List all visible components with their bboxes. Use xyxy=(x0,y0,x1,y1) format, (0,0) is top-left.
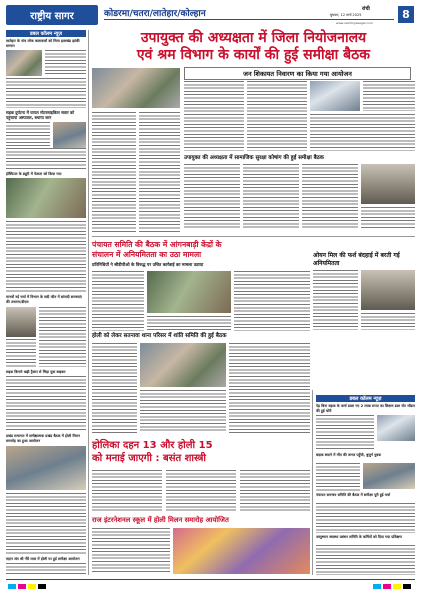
fire-text2 xyxy=(361,313,415,330)
lead-text-col2 xyxy=(139,112,180,234)
left-story4-photo xyxy=(6,307,36,337)
holika-text-col2 xyxy=(166,470,236,512)
masthead-rule xyxy=(104,19,394,20)
left-story4-text2 xyxy=(6,339,36,367)
masthead xyxy=(6,5,415,27)
right-section-label xyxy=(316,395,415,402)
left-section-label xyxy=(6,30,86,37)
fire-story xyxy=(313,240,415,390)
right-column xyxy=(316,395,415,575)
holi-peace-text-col2 xyxy=(140,390,226,433)
anganwadi-text-col3 xyxy=(234,271,310,331)
holi-peace-text-col1 xyxy=(92,343,137,433)
color-mark-black xyxy=(38,584,46,589)
left-story7-headline: महान संत श्री गौरे लाल में होली पर हुई समीक्षा आयोजन xyxy=(6,557,80,561)
left-story2-headline: सड़क दुर्घटना में घायल मोटरसाइकिल सवार को पहुंचाया अस्पताल, बचाया जान xyxy=(6,110,75,120)
left-column xyxy=(6,30,86,575)
paper-name: राष्ट्रीय सागर xyxy=(30,11,74,22)
holi-peace-photo xyxy=(140,343,226,387)
fire-headline: ओयन मिल की फर्श बंदहाई में बरती गई अनियमितता xyxy=(313,252,400,267)
safety-meeting-headline: उपायुक्त की अध्यक्षता में सामाजिक सुरक्षा कोषांग की हुई समीक्षा बैठक xyxy=(184,155,324,161)
anganwadi-subheadline: प्रतिनिधियों ने सीडीपीओ के विरुद्ध पर उचित कार्रवाई का मामला उठाया xyxy=(92,263,204,268)
holi-peace-headline: होली को लेकर सतनावा थाना परिसर में शांति समिति की हुई बैठक xyxy=(92,333,227,339)
color-mark-magenta xyxy=(18,584,26,589)
left-story7-text xyxy=(6,563,86,575)
left-story2-text2 xyxy=(6,148,86,170)
right-story2-photo xyxy=(363,463,415,489)
holi-peace-text-col3 xyxy=(229,343,310,433)
left-section-label-text: डबल कॉलम न्यूज़ xyxy=(29,30,62,37)
lead-bottom-rule xyxy=(92,236,415,237)
right-story4-headline: आयुष्मान स्वास्थ्य प्रबंधन समिति के कर्मियों को दिया गया प्रशिक्षण xyxy=(316,535,402,539)
right-story1-headline: पेड़ बिना सड़क के फर्मा डाला गए 2 लाख रूपए का शिक्षण ढाल नोट मॉडल की हुई चोरी xyxy=(316,404,415,413)
website-label: www.rashtriyasagar.com xyxy=(336,21,373,25)
color-mark-cyan-r xyxy=(373,584,381,589)
school-holi-text xyxy=(92,528,170,574)
date-label: बुधवार, 12 मार्च 2025 xyxy=(330,13,362,17)
left-story1-photo xyxy=(6,50,42,76)
holi-peace-story xyxy=(92,333,310,433)
anganwadi-text-col1 xyxy=(92,271,144,331)
lead-story xyxy=(92,30,415,240)
lead-side-text2 xyxy=(247,81,307,151)
safety-text-col3 xyxy=(302,164,358,228)
left-story4-text xyxy=(39,307,86,367)
school-holi-photo xyxy=(173,528,310,574)
left-story4-headline: मानवों नई चर्चा में विभाग के सदी जीत में सांसदी समस्याएं की उजागर/डीएस xyxy=(6,295,82,304)
lead-headline-line2: एवं श्रम विभाग के कार्यों की हुई समीक्षा बैठक xyxy=(136,47,371,63)
school-holi-story xyxy=(92,516,310,576)
anganwadi-headline-line1: पंचायत समिति की बैठक में आंगनबाड़ी केंद्रों के xyxy=(92,240,222,249)
color-mark-black-r xyxy=(403,584,411,589)
color-marks-left xyxy=(8,584,48,589)
lead-headline-line1: उपायुक्त की अध्यक्षता में जिला नियोजनालय xyxy=(140,30,367,46)
left-story5-headline: सड़क किनारे खड़ी ट्रैक्टर से भिड़ा युवा बाइकर xyxy=(6,370,66,374)
edition-title: कोडरमा/चतरा/लातेहार/कोल्हान xyxy=(104,8,206,19)
color-mark-cyan xyxy=(8,584,16,589)
anganwadi-text-col2 xyxy=(147,316,231,331)
safety-text-col2 xyxy=(243,164,299,228)
lead-text-col1 xyxy=(92,112,136,234)
holika-story xyxy=(92,440,310,510)
left-story3-headline: हॉस्पिटल के ड्यूटी में फेलता को किया गया xyxy=(6,172,62,176)
fire-photo xyxy=(361,270,415,310)
safety-text-col1 xyxy=(184,164,240,228)
paper-logo xyxy=(6,5,98,25)
left-story1-text xyxy=(45,50,86,76)
holika-text-col3 xyxy=(240,470,310,512)
left-story3-photo xyxy=(6,178,86,218)
right-story1-photo xyxy=(377,415,415,441)
footer-rule xyxy=(6,579,415,580)
safety-photo xyxy=(361,164,415,204)
lead-photo xyxy=(92,68,180,108)
left-story6-text xyxy=(6,493,86,555)
left-story3-text xyxy=(6,221,86,293)
holika-text-col1 xyxy=(92,470,162,512)
right-story1-text xyxy=(316,415,374,451)
lead-side-text1 xyxy=(184,81,244,151)
fire-text xyxy=(313,270,358,330)
color-mark-magenta-r xyxy=(383,584,391,589)
right-column-divider xyxy=(312,390,313,575)
lead-side-text4 xyxy=(310,114,415,151)
lead-side-headline-box xyxy=(184,67,411,80)
lead-side-photo xyxy=(310,81,360,111)
color-marks-right xyxy=(373,584,413,589)
page-number-badge xyxy=(398,6,414,23)
page-number: 8 xyxy=(402,8,410,21)
left-story6-photo xyxy=(6,446,86,490)
left-column-divider xyxy=(88,30,89,575)
right-section-label-text: डबल कॉलम न्यूज़ xyxy=(349,395,382,402)
city-label: रांची xyxy=(362,6,370,12)
safety-text-col4 xyxy=(361,207,415,228)
school-holi-headline: राज इंटरनेशनल स्कूल में होली मिलन समारोह आयोजित xyxy=(92,516,229,524)
right-story3-headline: पंचायत समन्वय समिति की बैठक में समीक्षा पूरी हुई चर्चा xyxy=(316,493,391,497)
holika-headline-line2: को मनाई जाएगी : बसंत शास्त्री xyxy=(92,453,207,464)
right-story4-text xyxy=(316,545,415,575)
anganwadi-photo xyxy=(147,271,231,313)
anganwadi-headline-line2: संचालन में अनियमितता का उठा मामला xyxy=(92,250,202,259)
edition-title-bar xyxy=(104,6,364,18)
left-story1-text2 xyxy=(6,78,86,108)
left-story2-text xyxy=(6,122,50,146)
lead-side-headline: जन शिकायत निवारण का किया गया आयोजन xyxy=(243,70,352,78)
right-story3-text xyxy=(316,503,415,533)
holika-headline-line1: होलिका दहन 13 और होली 15 xyxy=(92,440,213,451)
left-story6-headline: प्रखंड सभागार में समीक्षात्मक प्रखंड बैठक में होली मिलन समारोह का हुआ आयोजन xyxy=(6,434,80,443)
right-story2-text xyxy=(316,463,360,491)
lead-side-text3 xyxy=(363,81,415,111)
left-story1-headline: लातेहार के पांच लोक कलाकारों को मिला झारखंड झांकी सम्मान xyxy=(6,39,80,48)
color-mark-yellow xyxy=(28,584,36,589)
right-story2-headline: बाइक बचाने में मौत की कगार पहुँची, बुजुर्ग युवक xyxy=(316,453,382,457)
color-mark-yellow-r xyxy=(393,584,401,589)
left-story5-text xyxy=(6,376,86,432)
